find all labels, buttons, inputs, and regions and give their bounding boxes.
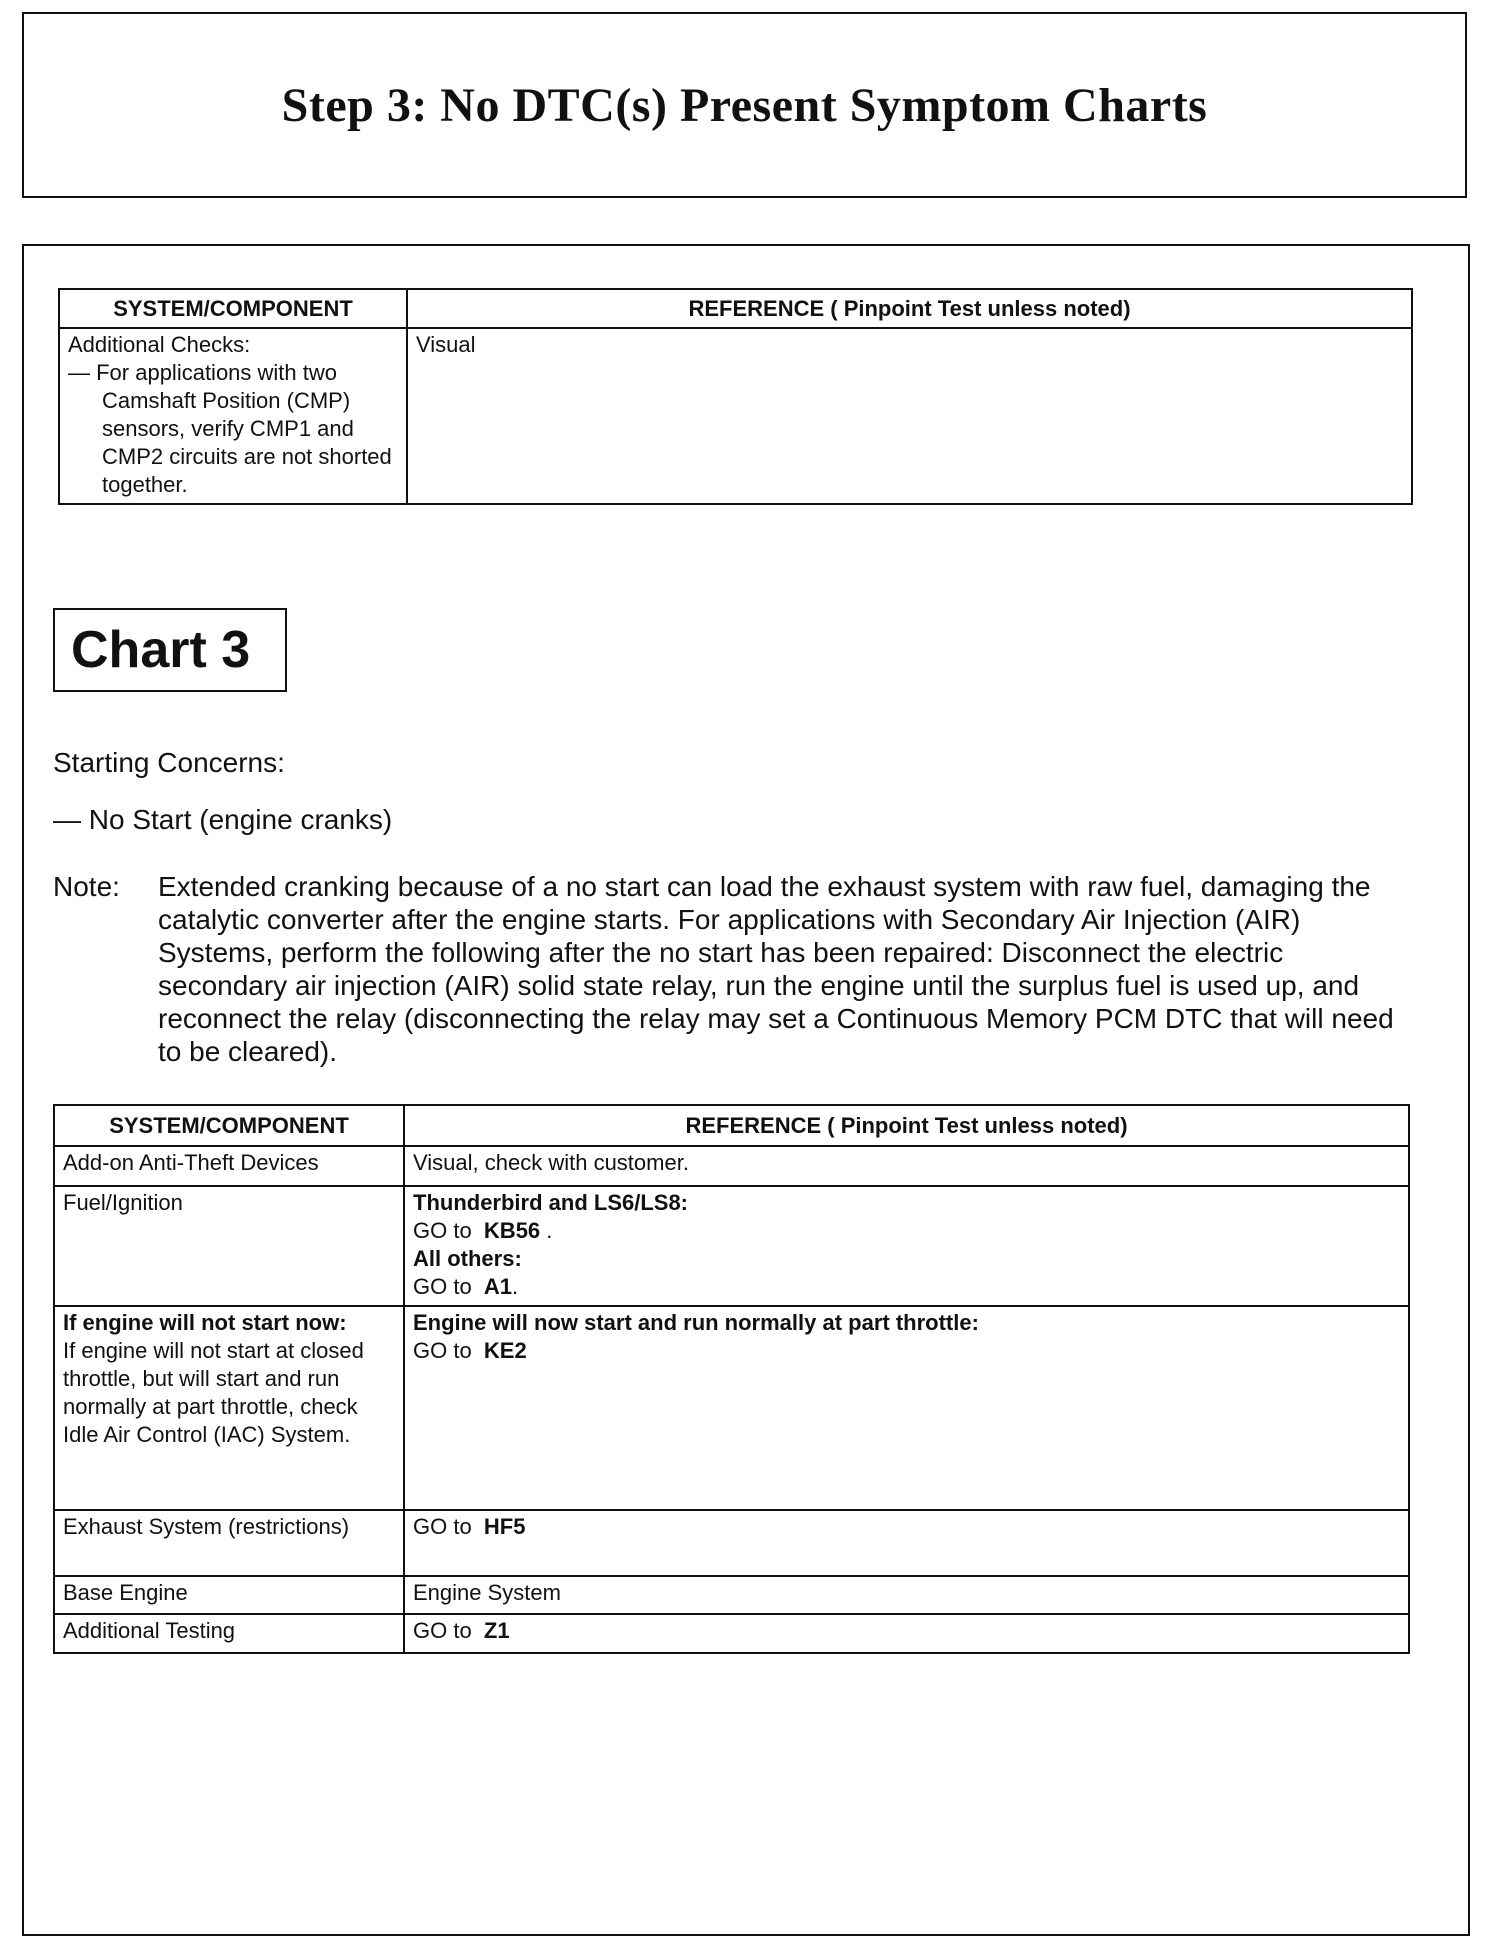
page-title: Step 3: No DTC(s) Present Symptom Charts: [281, 78, 1208, 132]
component-text: If engine will not start at closed throttle, but will start and run normally at part throttle, check Idle Air Control (IAC) System.: [63, 1338, 364, 1447]
component-cell: Additional Testing: [54, 1614, 404, 1653]
pinpoint-test-code: HF5: [483, 1514, 526, 1539]
go-to-text: GO to: [413, 1338, 472, 1363]
reference-cell: Visual: [407, 328, 1412, 504]
table-row: [54, 1510, 1409, 1576]
column-header-reference: REFERENCE ( Pinpoint Test unless noted): [407, 289, 1412, 328]
go-to-text: GO to: [413, 1274, 472, 1299]
component-cell: [59, 328, 407, 504]
reference-cell: Engine System: [404, 1576, 1409, 1614]
table-row: [59, 328, 1412, 504]
title-box: [22, 12, 1467, 198]
column-header-system: SYSTEM/COMPONENT: [54, 1105, 404, 1146]
reference-heading: Engine will now start and run normally at part throttle:: [413, 1310, 979, 1335]
go-to-text: GO to: [413, 1514, 472, 1539]
pinpoint-test-code: Z1: [483, 1618, 510, 1643]
table-row: [54, 1306, 1409, 1510]
reference-cell: [404, 1510, 1409, 1576]
reference-heading: All others:: [413, 1246, 522, 1271]
note-label: Note:: [53, 871, 120, 902]
component-item: — For applications with two Camshaft Position (CMP) sensors, verify CMP1 and CMP2 circuits are not shorted together.: [68, 360, 392, 497]
reference-cell: [404, 1614, 1409, 1653]
component-cell: Fuel/Ignition: [54, 1186, 404, 1306]
reference-cell: Thunderbird and LS6/LS8: GO to KB56 . All others: GO to A1.: [404, 1186, 1409, 1306]
additional-checks-table: [58, 288, 1413, 505]
go-to-text: GO to: [413, 1618, 472, 1643]
reference-cell: [404, 1306, 1409, 1510]
component-cell: Exhaust System (restrictions): [54, 1510, 404, 1576]
component-cell: Add-on Anti-Theft Devices: [54, 1146, 404, 1186]
note-text: Extended cranking because of a no start can load the exhaust system with raw fuel, damaging the catalytic converter after the engine starts. For applications with Secondary Air Injection (AIR) Systems, perform the following after the no start has been repaired: Disconnect the electric secondary air injection (AIR) solid state relay, run the engine until the surplus fuel is used up, and reconnect the relay (disconnecting the relay may set a Continuous Memory PCM DTC that will need to be cleared).: [158, 871, 1394, 1067]
pinpoint-test-code: A1: [483, 1274, 513, 1299]
column-header-reference: REFERENCE ( Pinpoint Test unless noted): [404, 1105, 1409, 1146]
column-header-system: SYSTEM/COMPONENT: [59, 289, 407, 328]
go-to-text: GO to: [413, 1218, 472, 1243]
chart-label: Chart 3: [53, 608, 287, 692]
symptom-chart-table: [53, 1104, 1410, 1654]
concern-item: — No Start (engine cranks): [53, 804, 393, 835]
reference-cell: Visual, check with customer.: [404, 1146, 1409, 1186]
reference-heading: Thunderbird and LS6/LS8:: [413, 1190, 689, 1215]
component-heading: If engine will not start now:: [63, 1310, 347, 1335]
table-row: [54, 1186, 1409, 1306]
pinpoint-test-code: KE2: [483, 1338, 527, 1363]
component-cell: [54, 1306, 404, 1510]
component-title: Additional Checks:: [68, 332, 251, 357]
pinpoint-test-code: KB56: [483, 1218, 541, 1243]
starting-concerns-heading: Starting Concerns:: [53, 747, 285, 778]
table-row: [54, 1146, 1409, 1186]
table-row: [54, 1576, 1409, 1614]
component-cell: Base Engine: [54, 1576, 404, 1614]
table-row: [54, 1614, 1409, 1653]
note: [53, 870, 1413, 1068]
